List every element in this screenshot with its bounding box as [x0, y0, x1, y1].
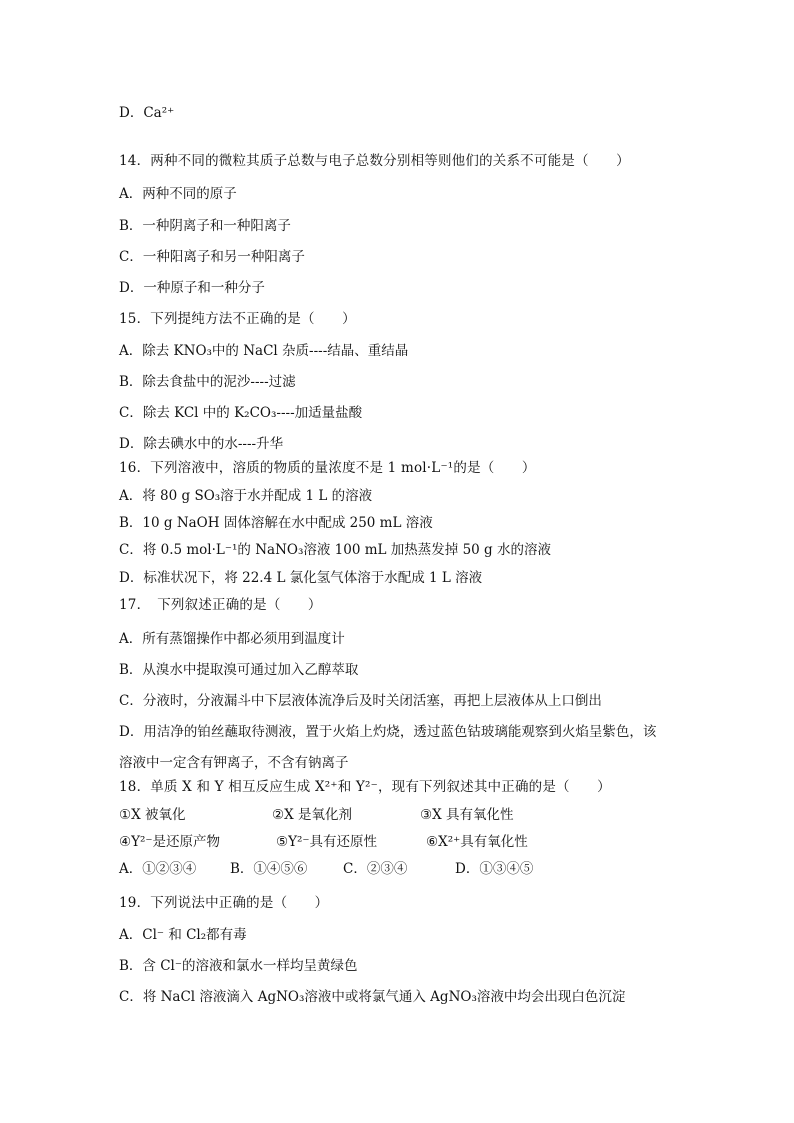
question-17: 17． 下列叙述正确的是（ ） — [119, 597, 322, 613]
question-14: 14．两种不同的微粒其质子总数与电子总数分别相等则他们的关系不可能是（ ） — [119, 153, 630, 169]
q17-option-b: B．从溴水中提取溴可通过加入乙醇萃取 — [119, 662, 359, 678]
q18-statement-3: ③X 具有氧化性 — [420, 807, 514, 823]
q17-option-a: A．所有蒸馏操作中都必须用到温度计 — [119, 631, 345, 647]
q18-option-b: B．①④⑤⑥ — [230, 861, 308, 877]
q18-statement-6: ⑥X²⁺具有氧化性 — [426, 834, 528, 850]
q18-option-d: D．①③④⑤ — [455, 861, 534, 877]
q18-statement-2: ②X 是氧化剂 — [272, 807, 353, 823]
question-16: 16．下列溶液中，溶质的物质的量浓度不是 1 mol·L⁻¹的是（ ） — [119, 460, 536, 476]
q18-option-a: A．①②③④ — [119, 861, 197, 877]
q18-statement-5: ⑤Y²⁻具有还原性 — [276, 834, 378, 850]
q17-option-c: C．分液时，分液漏斗中下层液体流净后及时关闭活塞，再把上层液体从上口倒出 — [119, 693, 602, 709]
question-19: 19．下列说法中正确的是（ ） — [119, 895, 329, 911]
q16-option-b: B．10 g NaOH 固体溶解在水中配成 250 mL 溶液 — [119, 515, 433, 531]
q16-option-d: D．标准状况下，将 22.4 L 氯化氢气体溶于水配成 1 L 溶液 — [119, 570, 483, 586]
question-15: 15．下列提纯方法不正确的是（ ） — [119, 311, 356, 327]
option-d-previous: D．Ca²⁺ — [119, 105, 175, 121]
q19-option-b: B．含 Cl⁻的溶液和氯水一样均呈黄绿色 — [119, 958, 358, 974]
q15-option-d: D．除去碘水中的水----升华 — [119, 436, 284, 452]
q16-option-a: A．将 80 g SO₃溶于水并配成 1 L 的溶液 — [119, 488, 373, 504]
q14-option-c: C．一种阳离子和另一种阳离子 — [119, 249, 305, 265]
question-18: 18．单质 X 和 Y 相互反应生成 X²⁺和 Y²⁻，现有下列叙述其中正确的是（ ） — [119, 779, 611, 795]
q17-option-d-line2: 溶液中一定含有钾离子，不含有钠离子 — [119, 755, 349, 771]
q17-option-d-line1: D．用洁净的铂丝蘸取待测液，置于火焰上灼烧，透过蓝色钴玻璃能观察到火焰呈紫色，该 — [119, 724, 657, 740]
q18-statement-1: ①X 被氧化 — [119, 807, 186, 823]
q15-option-c: C．除去 KCl 中的 K₂CO₃----加适量盐酸 — [119, 405, 363, 421]
q14-option-d: D．一种原子和一种分子 — [119, 280, 265, 296]
q15-option-b: B．除去食盐中的泥沙----过滤 — [119, 374, 296, 390]
q16-option-c: C．将 0.5 mol·L⁻¹的 NaNO₃溶液 100 mL 加热蒸发掉 50 g 水的溶液 — [119, 542, 551, 558]
q18-statement-4: ④Y²⁻是还原产物 — [119, 834, 221, 850]
q19-option-c: C．将 NaCl 溶液滴入 AgNO₃溶液中或将氯气通入 AgNO₃溶液中均会出现白色沉淀 — [119, 989, 626, 1005]
q14-option-a: A．两种不同的原子 — [119, 186, 237, 202]
q14-option-b: B．一种阴离子和一种阳离子 — [119, 218, 291, 234]
q15-option-a: A．除去 KNO₃中的 NaCl 杂质----结晶、重结晶 — [119, 343, 409, 359]
q18-option-c: C．②③④ — [343, 861, 408, 877]
q19-option-a: A．Cl⁻ 和 Cl₂都有毒 — [119, 927, 247, 943]
